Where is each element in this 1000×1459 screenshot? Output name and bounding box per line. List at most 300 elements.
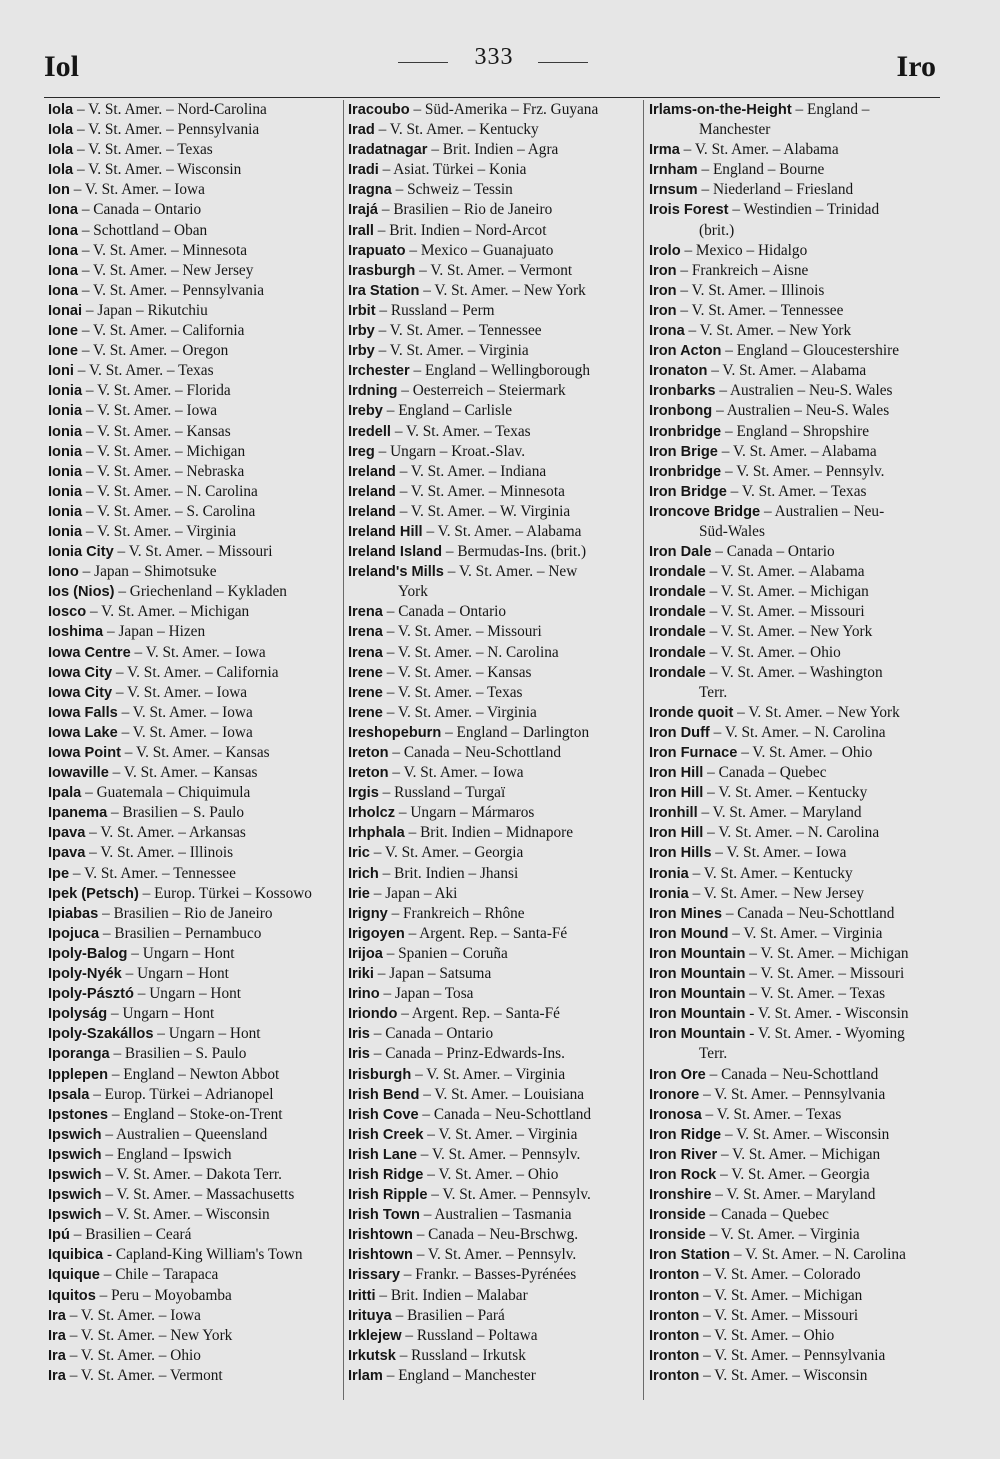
entry-location: – England – Bourne bbox=[701, 161, 825, 179]
entry-location: – Canada – Ontario bbox=[715, 543, 835, 561]
entry-location: – V. St. Amer. – Ohio bbox=[709, 643, 841, 661]
entry-place-name: Iona bbox=[48, 202, 78, 219]
gazetteer-entry bbox=[48, 502, 340, 522]
entry-place-name: Iquique bbox=[48, 1267, 100, 1284]
entry-place-name: Irall bbox=[348, 222, 374, 239]
entry-location: – V. St. Amer. – Wisconsin bbox=[105, 1206, 270, 1224]
gazetteer-entry bbox=[348, 1326, 640, 1346]
entry-location: – Brasilien – Rio de Janeiro bbox=[102, 904, 273, 922]
entry-place-name: Irish Ridge bbox=[348, 1166, 424, 1183]
gazetteer-entry bbox=[348, 984, 640, 1004]
gazetteer-entry bbox=[649, 582, 941, 602]
entry-place-name: Ironaton bbox=[649, 363, 708, 380]
gazetteer-entry bbox=[48, 582, 340, 602]
gazetteer-entry bbox=[649, 562, 941, 582]
entry-location: – V. St. Amer. – New Jersey bbox=[692, 884, 865, 902]
entry-place-name: Iona bbox=[48, 242, 78, 259]
entry-place-name: Ireland bbox=[348, 463, 396, 480]
entry-location: – V. St. Amer. – Virginia bbox=[378, 342, 529, 360]
entry-location: – V. St. Amer. – Iowa bbox=[121, 723, 253, 741]
entry-place-name: Ionia bbox=[48, 423, 83, 440]
entry-place-name: Irondale bbox=[649, 604, 706, 621]
gazetteer-entry bbox=[348, 381, 640, 401]
entry-location: – V. St. Amer. – Missouri bbox=[749, 965, 905, 983]
entry-location: – Ungarn – Hont bbox=[137, 985, 242, 1003]
entry-place-name: Irie bbox=[348, 885, 370, 902]
gazetteer-entry bbox=[48, 1004, 340, 1024]
entry-location: – Canada – Neu-Schottland bbox=[392, 744, 562, 761]
entry-place-name: Irisburgh bbox=[348, 1066, 412, 1083]
gazetteer-entry bbox=[348, 221, 640, 241]
gazetteer-entry bbox=[348, 462, 640, 482]
entry-place-name: Iron Mountain bbox=[649, 1026, 746, 1043]
entry-location: – V. St. Amer. – Louisiana bbox=[423, 1085, 585, 1103]
entry-location: – V. St. Amer. – Ohio bbox=[703, 1326, 835, 1344]
gazetteer-entry bbox=[348, 1125, 640, 1145]
entry-location: – V. St. Amer. – Texas bbox=[77, 362, 214, 380]
entry-place-name: Ira bbox=[48, 1367, 66, 1384]
entry-place-name: Ipava bbox=[48, 845, 86, 862]
entry-place-name: Ipolyság bbox=[48, 1006, 108, 1023]
gazetteer-entry bbox=[649, 1065, 941, 1085]
entry-location: – V. St. Amer. – Vermont bbox=[419, 261, 573, 279]
gazetteer-entry bbox=[48, 1306, 340, 1326]
entry-place-name: Iron Hills bbox=[649, 845, 712, 862]
entry-location: – V. St. Amer. – Tennessee bbox=[72, 864, 236, 882]
entry-place-name: Iron Hill bbox=[649, 825, 704, 842]
entry-location: – England – Darlington bbox=[445, 723, 590, 741]
entry-place-name: Ironbong bbox=[649, 403, 713, 420]
gazetteer-entry bbox=[48, 462, 340, 482]
gazetteer-entry bbox=[348, 261, 640, 281]
entry-location: – Europ. Türkei – Adrianopel bbox=[93, 1085, 274, 1103]
entry-location: – Australien – Tasmania bbox=[423, 1206, 572, 1224]
entry-place-name: Iquibica bbox=[48, 1247, 104, 1264]
entry-location: – V. St. Amer. – Michigan bbox=[749, 944, 909, 962]
entry-place-name: Iporanga bbox=[48, 1046, 110, 1063]
entry-place-name: Ipiabas bbox=[48, 905, 99, 922]
gazetteer-entry bbox=[48, 562, 340, 582]
entry-location: – V. St. Amer. – New York bbox=[423, 281, 586, 299]
gazetteer-entry bbox=[649, 1326, 941, 1346]
entry-location: – V. St. Amer. – Iowa bbox=[121, 703, 253, 721]
gazetteer-entry bbox=[48, 1065, 340, 1085]
entry-location: – V. St. Amer. – Pennsylvania bbox=[703, 1346, 886, 1364]
entry-location: – Brasilien – Pará bbox=[395, 1306, 505, 1324]
gazetteer-entry bbox=[649, 1225, 941, 1245]
entry-location: – Peru – Moyobamba bbox=[99, 1286, 232, 1304]
entry-location: – V. St. Amer. – New York bbox=[709, 623, 873, 641]
entry-location: – V. St. Amer. – Nord-Carolina bbox=[76, 101, 267, 118]
entry-location: – V. St. Amer. – Kentucky bbox=[378, 121, 539, 139]
gazetteer-entry bbox=[649, 1286, 941, 1306]
entry-location: – V. St. Amer. – Minnesota bbox=[399, 482, 565, 500]
entry-place-name: Ionia bbox=[48, 403, 83, 420]
entry-location: – V. St. Amer. – Alabama bbox=[721, 442, 877, 460]
gazetteer-entry bbox=[649, 723, 941, 743]
entry-place-name: Iriondo bbox=[348, 1006, 398, 1023]
entry-place-name: Irona bbox=[649, 323, 685, 340]
entry-place-name: Iracoubo bbox=[348, 102, 410, 118]
entry-location: – Canada – Ontario bbox=[373, 1025, 494, 1043]
entry-location: – V. St. Amer. – N. Carolina bbox=[707, 824, 880, 842]
entry-location: – V. St. Amer. – Oregon bbox=[81, 342, 229, 360]
entry-location: – Ungarn – Hont bbox=[111, 1005, 215, 1023]
entry-location: – V. St. Amer. – Iowa bbox=[73, 181, 205, 199]
gazetteer-entry bbox=[649, 160, 941, 180]
entry-location: – V. St. Amer. – Pennsylv. bbox=[725, 462, 885, 480]
gazetteer-entry bbox=[348, 864, 640, 884]
entry-location: – Japan – Aki bbox=[373, 884, 458, 902]
entry-location: – V. St. Amer. – Ohio bbox=[69, 1346, 201, 1364]
gazetteer-entry bbox=[348, 1024, 640, 1044]
entry-place-name: Irishtown bbox=[348, 1227, 413, 1244]
entry-location: - Capland-King William's Town bbox=[106, 1246, 303, 1264]
entry-place-name: Ione bbox=[48, 323, 78, 340]
entry-location: – England – Ipswich bbox=[105, 1145, 232, 1163]
gazetteer-entry bbox=[48, 1265, 340, 1285]
entry-place-name: Iron Dale bbox=[649, 544, 712, 561]
entry-location: – V. St. Amer. – N. Carolina bbox=[713, 723, 886, 741]
entry-location: – V. St. Amer. – Illinois bbox=[89, 844, 234, 862]
gazetteer-entry bbox=[348, 1185, 640, 1205]
entry-place-name: Ionai bbox=[48, 302, 83, 319]
gazetteer-entry bbox=[48, 241, 340, 261]
entry-place-name: Ironton bbox=[649, 1347, 700, 1364]
entry-location: – Russland – Irkutsk bbox=[399, 1346, 526, 1364]
entry-place-name: Ipoly-Balog bbox=[48, 945, 128, 962]
entry-place-name: Irkutsk bbox=[348, 1347, 396, 1364]
entry-place-name: Irishtown bbox=[348, 1247, 413, 1264]
entry-place-name: Ireland bbox=[348, 483, 396, 500]
entry-place-name: Irich bbox=[348, 865, 379, 882]
gazetteer-entry bbox=[348, 1165, 640, 1185]
entry-location: – V. St. Amer. – N. Carolina bbox=[85, 482, 258, 500]
entry-place-name: Iron Rock bbox=[649, 1166, 717, 1183]
entry-place-name: Iron River bbox=[649, 1146, 718, 1163]
entry-place-name: Iron Brige bbox=[649, 443, 718, 460]
gazetteer-entry bbox=[348, 622, 640, 642]
entry-place-name: Ironton bbox=[649, 1287, 700, 1304]
entry-location: – Argent. Rep. – Santa-Fé bbox=[408, 924, 568, 942]
entry-place-name: Irolo bbox=[649, 242, 681, 259]
entry-location: – V. St. Amer. – Nebraska bbox=[85, 462, 245, 480]
entry-place-name: Iredell bbox=[348, 423, 391, 440]
gazetteer-entry bbox=[48, 1205, 340, 1225]
gazetteer-entry bbox=[649, 743, 941, 763]
entry-location: – Canada – Quebec bbox=[709, 1206, 829, 1224]
entry-place-name: Irasburgh bbox=[348, 262, 416, 279]
entry-place-name: Iron Furnace bbox=[649, 745, 738, 761]
gazetteer-entry bbox=[348, 944, 640, 964]
entry-location: – V. St. Amer. – Virginia bbox=[709, 1226, 860, 1244]
entry-location: – V. St. Amer. – Iowa bbox=[134, 643, 266, 661]
gazetteer-entry bbox=[48, 1366, 340, 1386]
entry-place-name: Ireland bbox=[348, 503, 396, 520]
entry-location: – V. St. Amer. – Minnesota bbox=[81, 241, 247, 259]
entry-place-name: Iola bbox=[48, 162, 74, 179]
gazetteer-entry bbox=[48, 482, 340, 502]
entry-place-name: Ireton bbox=[348, 765, 389, 782]
entry-place-name: Ioshima bbox=[48, 624, 104, 641]
entry-place-name: Irish Ripple bbox=[348, 1187, 428, 1204]
gazetteer-entry bbox=[48, 221, 340, 241]
gazetteer-entry bbox=[48, 843, 340, 863]
entry-place-name: Ironcove Bridge bbox=[649, 503, 761, 520]
entry-location: – England – Manchester bbox=[386, 1366, 536, 1384]
gazetteer-entry bbox=[649, 140, 941, 160]
entry-place-name: Irissary bbox=[348, 1267, 400, 1284]
gazetteer-entry bbox=[48, 1105, 340, 1125]
header-rule-right bbox=[538, 62, 588, 63]
entry-location: – V. St. Amer. – Michigan bbox=[709, 583, 869, 601]
gazetteer-entry bbox=[348, 120, 640, 140]
entry-location: – Brit. Indien – Malabar bbox=[379, 1286, 528, 1304]
entry-location: – V. St. Amer. – Virginia bbox=[415, 1065, 566, 1083]
gazetteer-entry bbox=[48, 904, 340, 924]
entry-location: – Oesterreich – Steiermark bbox=[401, 382, 566, 400]
entry-location: – Europ. Türkei – Kossowo bbox=[142, 884, 312, 902]
gazetteer-entry bbox=[649, 924, 941, 944]
entry-location: – Ungarn – Hont bbox=[157, 1025, 261, 1043]
gazetteer-entry bbox=[649, 602, 941, 622]
entry-location: – Canada – Neu-Brschwg. bbox=[416, 1226, 579, 1244]
entry-location: – Schottland – Oban bbox=[81, 221, 208, 239]
gazetteer-entry bbox=[649, 1085, 941, 1105]
gazetteer-entry bbox=[348, 241, 640, 261]
entry-place-name: Iron Mountain bbox=[649, 986, 746, 1003]
gazetteer-entry bbox=[348, 602, 640, 622]
entry-location: – Russland – Poltawa bbox=[405, 1326, 538, 1344]
entry-place-name: Iriki bbox=[348, 966, 374, 983]
entry-place-name: Irbit bbox=[348, 302, 376, 319]
gazetteer-entry bbox=[348, 1004, 640, 1024]
gazetteer-entry bbox=[48, 1125, 340, 1145]
gazetteer-entry bbox=[48, 763, 340, 783]
gazetteer-entry bbox=[48, 140, 340, 160]
gazetteer-entry bbox=[348, 763, 640, 783]
gazetteer-entry bbox=[348, 502, 640, 522]
gazetteer-entry bbox=[649, 221, 941, 241]
entry-place-name: Ira Station bbox=[348, 282, 420, 299]
entry-place-name: Ipek (Petsch) bbox=[48, 885, 139, 902]
gazetteer-entry bbox=[649, 1366, 941, 1386]
gazetteer-entry bbox=[48, 442, 340, 462]
gazetteer-entry bbox=[48, 120, 340, 140]
entry-place-name: Iron Ore bbox=[649, 1066, 706, 1083]
entry-place-name: Iola bbox=[48, 122, 74, 139]
entry-location: – V. St. Amer. – Kansas bbox=[85, 422, 231, 440]
entry-place-name: Ironside bbox=[649, 1207, 706, 1224]
entry-location: – Australien – Neu- bbox=[763, 502, 885, 520]
gazetteer-entry bbox=[48, 1326, 340, 1346]
entry-place-name: Irish Town bbox=[348, 1207, 420, 1224]
gazetteer-entry bbox=[348, 100, 640, 120]
entry-place-name: Iron Mound bbox=[649, 925, 729, 942]
gazetteer-entry bbox=[48, 663, 340, 683]
entry-place-name: Irene bbox=[348, 684, 383, 701]
gazetteer-entry bbox=[649, 643, 941, 663]
entry-place-name: Iric bbox=[348, 845, 370, 862]
entry-place-name: Irdning bbox=[348, 383, 398, 400]
entry-location: – V. St. Amer. – Michigan bbox=[89, 603, 250, 621]
entry-place-name: Iowaville bbox=[48, 765, 109, 782]
entry-place-name: Ironosa bbox=[649, 1106, 702, 1123]
entry-location: – Japan – Satsuma bbox=[377, 965, 492, 983]
entry-place-name: Iron Acton bbox=[649, 343, 722, 360]
page-number: 333 bbox=[474, 44, 514, 70]
gazetteer-entry bbox=[649, 823, 941, 843]
entry-location: – Frankr. – Basses-Pyrénées bbox=[403, 1266, 577, 1284]
gazetteer-entry bbox=[649, 442, 941, 462]
gazetteer-entry bbox=[348, 341, 640, 361]
entry-place-name: Irondale bbox=[649, 584, 706, 601]
entry-location: – V. St. Amer. – Texas bbox=[386, 683, 523, 701]
gazetteer-entry bbox=[649, 281, 941, 301]
gazetteer-entry bbox=[348, 643, 640, 663]
gazetteer-entry bbox=[348, 200, 640, 220]
gazetteer-entry bbox=[48, 1165, 340, 1185]
gazetteer-entry bbox=[48, 422, 340, 442]
gazetteer-entry bbox=[649, 200, 941, 220]
entry-place-name: Irigoyen bbox=[348, 925, 405, 942]
entry-place-name: Ipswich bbox=[48, 1146, 102, 1163]
gazetteer-entry bbox=[348, 1085, 640, 1105]
gazetteer-entry bbox=[649, 1306, 941, 1326]
gazetteer-entry bbox=[649, 100, 941, 120]
entry-place-name: Iritti bbox=[348, 1287, 376, 1304]
entry-location: – V. St. Amer. – New bbox=[447, 563, 578, 581]
entry-location: – Canada – Neu-Schottland bbox=[422, 1105, 592, 1123]
gazetteer-entry bbox=[649, 502, 941, 522]
gazetteer-entry bbox=[348, 442, 640, 462]
entry-place-name: Iradatnagar bbox=[348, 142, 428, 159]
entry-location: – V. St. Amer. – Pennsylv. bbox=[420, 1145, 581, 1163]
gazetteer-entry bbox=[649, 864, 941, 884]
entry-location: – V. St. Amer. – Vermont bbox=[69, 1366, 223, 1384]
column-2 bbox=[348, 100, 640, 1386]
entry-location: – Argent. Rep. – Santa-Fé bbox=[401, 1005, 560, 1023]
gazetteer-entry bbox=[348, 783, 640, 803]
entry-place-name: Iron bbox=[649, 302, 677, 319]
entry-location: – V. St. Amer. – Virginia bbox=[732, 924, 883, 942]
entry-place-name: Ioni bbox=[48, 363, 74, 380]
entry-place-name: Iris bbox=[348, 1046, 370, 1063]
gazetteer-entry bbox=[348, 562, 640, 582]
entry-location: – Brit. Indien – Midnapore bbox=[408, 824, 574, 842]
gazetteer-entry bbox=[649, 783, 941, 803]
entry-location: – Niederland – Friesland bbox=[701, 181, 854, 199]
entry-place-name: Irgis bbox=[348, 785, 379, 802]
gazetteer-entry bbox=[48, 381, 340, 401]
entry-place-name: Ipala bbox=[48, 785, 82, 802]
gazetteer-entry bbox=[649, 401, 941, 421]
entry-location: – V. St. Amer. – Wisconsin bbox=[703, 1366, 868, 1384]
entry-location: – V. St. Amer. – Alabama bbox=[709, 563, 865, 581]
entry-location: – V. St. Amer. – Texas bbox=[749, 985, 886, 1003]
entry-location: – Brit. Indien – Jhansi bbox=[382, 864, 519, 882]
entry-location: – Japan – Tosa bbox=[383, 985, 474, 1003]
entry-place-name: Iola bbox=[48, 102, 74, 118]
entry-location: – V. St. Amer. – Virginia bbox=[427, 1125, 578, 1143]
gazetteer-entry bbox=[48, 1346, 340, 1366]
entry-location: – Brasilien – S. Paulo bbox=[113, 1045, 247, 1063]
entry-location: – Asiat. Türkei – Konia bbox=[382, 161, 527, 179]
entry-place-name: Iron Station bbox=[649, 1247, 731, 1264]
entry-location: – Mexico – Guanajuato bbox=[409, 241, 554, 259]
entry-place-name: Ionia bbox=[48, 383, 83, 400]
gazetteer-entry bbox=[649, 1185, 941, 1205]
gazetteer-entry bbox=[348, 281, 640, 301]
entry-place-name: Irondale bbox=[649, 664, 706, 681]
gazetteer-entry bbox=[348, 140, 640, 160]
gazetteer-entry bbox=[348, 663, 640, 683]
gazetteer-entry bbox=[649, 422, 941, 442]
gazetteer-entry bbox=[649, 904, 941, 924]
gazetteer-entry bbox=[348, 1145, 640, 1165]
column-divider bbox=[643, 100, 644, 1400]
entry-place-name: Iola bbox=[48, 142, 74, 159]
entry-place-name: Ireby bbox=[348, 403, 383, 420]
gazetteer-entry bbox=[649, 1265, 941, 1285]
entry-location: – Ungarn – Kroat.-Slav. bbox=[378, 442, 526, 460]
entry-place-name: Ireshopeburn bbox=[348, 724, 442, 741]
gazetteer-entry bbox=[348, 1265, 640, 1285]
entry-place-name: Irois Forest bbox=[649, 202, 729, 219]
gazetteer-entry bbox=[649, 361, 941, 381]
entry-place-name: Iowa Falls bbox=[48, 704, 118, 721]
entry-place-name: Iris bbox=[348, 1026, 370, 1043]
gazetteer-entry bbox=[649, 964, 941, 984]
entry-place-name: Iron Bridge bbox=[649, 483, 727, 500]
gazetteer-entry bbox=[48, 542, 340, 562]
gazetteer-entry bbox=[649, 120, 941, 140]
entry-place-name: Iono bbox=[48, 564, 79, 581]
entry-location: – Ungarn – Mármaros bbox=[398, 804, 535, 822]
gazetteer-entry bbox=[649, 341, 941, 361]
entry-place-name: Ione bbox=[48, 343, 78, 360]
entry-place-name: Ironhill bbox=[649, 805, 698, 822]
gazetteer-entry bbox=[348, 482, 640, 502]
entry-place-name: Ira bbox=[48, 1347, 66, 1364]
gazetteer-entry bbox=[48, 864, 340, 884]
gazetteer-entry bbox=[649, 1205, 941, 1225]
entry-location: – V. St. Amer. – Texas bbox=[394, 422, 531, 440]
entry-location: – V. St. Amer. – Washington bbox=[709, 663, 883, 681]
entry-place-name: Ipsala bbox=[48, 1086, 90, 1103]
entry-location: – V. St. Amer. – Missouri bbox=[386, 623, 542, 641]
gazetteer-entry bbox=[348, 1105, 640, 1125]
entry-place-name: Irnham bbox=[649, 162, 698, 179]
entry-location: – Spanien – Coruña bbox=[386, 944, 508, 962]
gazetteer-entry bbox=[348, 422, 640, 442]
entry-location: – V. St. Amer. – Maryland bbox=[715, 1186, 876, 1204]
entry-location: – V. St. Amer. – Ohio bbox=[741, 744, 873, 761]
entry-place-name: Irhphala bbox=[348, 825, 405, 842]
entry-place-name: Ios (Nios) bbox=[48, 584, 115, 601]
entry-location: – V. St. Amer. – Virginia bbox=[85, 522, 236, 540]
entry-location: – V. St. Amer. – Arkansas bbox=[89, 824, 246, 842]
entry-location: – V. St. Amer. – S. Carolina bbox=[85, 502, 256, 520]
column-divider bbox=[343, 100, 344, 1400]
gazetteer-entry bbox=[348, 843, 640, 863]
entry-location: – V. St. Amer. – Michigan bbox=[720, 1145, 881, 1163]
gazetteer-entry bbox=[649, 683, 941, 703]
entry-place-name: Iowa Lake bbox=[48, 724, 118, 741]
gazetteer-entry bbox=[348, 1065, 640, 1085]
entry-place-name: Ipoly-Nyék bbox=[48, 966, 122, 983]
entry-place-name: Iradi bbox=[348, 162, 379, 179]
